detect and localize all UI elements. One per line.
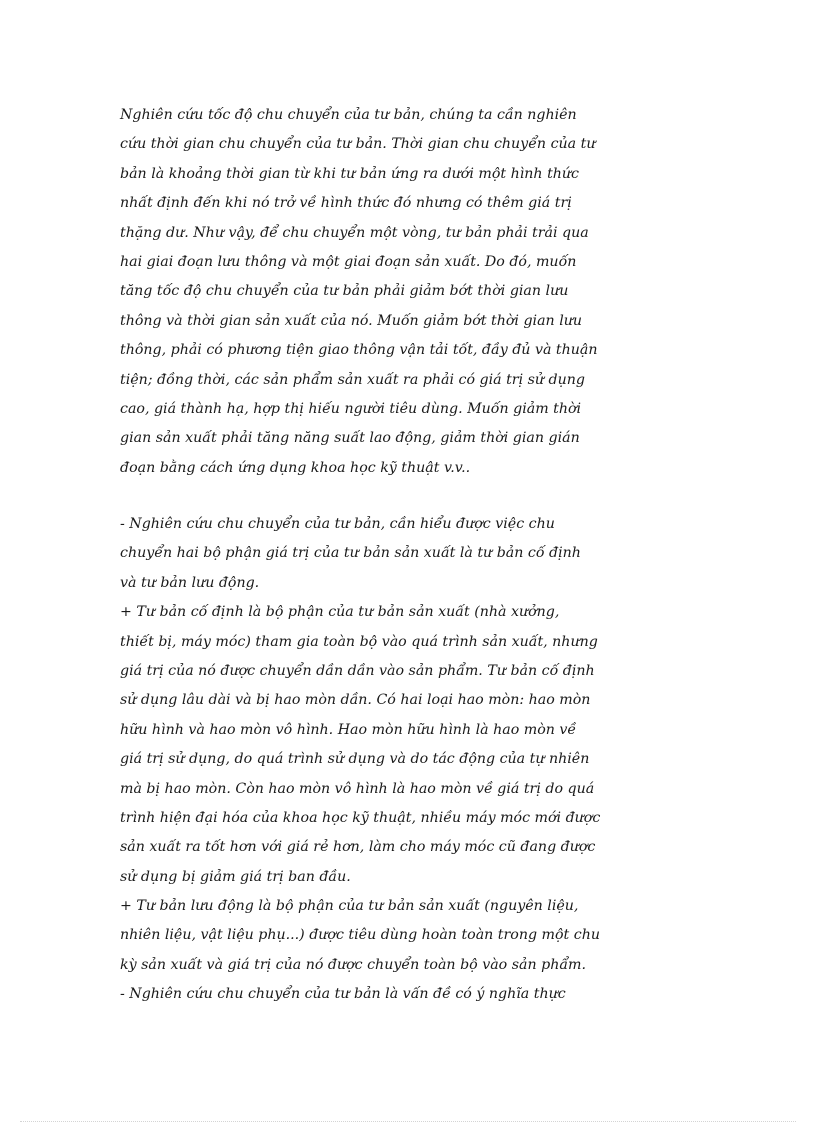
text-line: mà bị hao mòn. Còn hao mòn vô hình là hao mòn về giá trị do quá: [120, 780, 595, 797]
text-line: thặng dư. Như vậy, để chu chuyển một vòng, tư bản phải trải qua: [120, 224, 589, 241]
text-line: Nghiên cứu tốc độ chu chuyển của tư bản, chúng ta cần nghiên: [120, 107, 577, 123]
text-line: tiện; đồng thời, các sản phẩm sản xuất ra phải có giá trị sử dụng: [120, 371, 586, 388]
text-line: thông, phải có phương tiện giao thông vận tải tốt, đầy đủ và thuận: [120, 342, 598, 359]
text-line: + Tư bản cố định là bộ phận của tư bản sản xuất (nhà xưởng,: [120, 604, 560, 621]
paragraph-turnover-speed: [120, 101, 598, 483]
text-line: kỳ sản xuất và giá trị của nó được chuyển toàn bộ vào sản phẩm.: [120, 956, 586, 973]
text-line: sử dụng bị giảm giá trị ban đầu.: [120, 868, 351, 885]
text-line: - Nghiên cứu chu chuyển của tư bản là vấn đề có ý nghĩa thực: [120, 986, 566, 1003]
text-line: bản là khoảng thời gian từ khi tư bản ứng ra dưới một hình thức: [120, 165, 579, 182]
text-line: thông và thời gian sản xuất của nó. Muốn giảm bớt thời gian lưu: [120, 312, 583, 329]
text-line: - Nghiên cứu chu chuyển của tư bản, cần hiểu được việc chu: [120, 516, 555, 532]
page-bottom-divider: [20, 1121, 796, 1122]
text-line: tăng tốc độ chu chuyển của tư bản phải giảm bớt thời gian lưu: [120, 283, 569, 300]
text-line: chuyển hai bộ phận giá trị của tư bản sản xuất là tư bản cố định: [120, 545, 581, 562]
text-line: sản xuất ra tốt hơn với giá rẻ hơn, làm cho máy móc cũ đang được: [120, 839, 596, 856]
paragraph-fixed-circulating-capital: [120, 510, 601, 1010]
text-line: trình hiện đại hóa của khoa học kỹ thuật, nhiều máy móc mới được: [120, 809, 601, 826]
text-line: cứu thời gian chu chuyển của tư bản. Thời gian chu chuyển của tư: [120, 136, 596, 153]
text-line: hữu hình và hao mòn vô hình. Hao mòn hữu hình là hao mòn về: [120, 721, 577, 738]
text-line: sử dụng lâu dài và bị hao mòn dần. Có hai loại hao mòn: hao mòn: [120, 692, 591, 709]
text-line: giá trị của nó được chuyển dần dần vào sản phẩm. Tư bản cố định: [120, 662, 595, 679]
text-line: nhiên liệu, vật liệu phụ...) được tiêu dùng hoàn toàn trong một chu: [120, 927, 600, 944]
text-line: cao, giá thành hạ, hợp thị hiếu người tiêu dùng. Muốn giảm thời: [120, 400, 582, 417]
text-line: giá trị sử dụng, do quá trình sử dụng và do tác động của tự nhiên: [120, 751, 590, 768]
text-line: + Tư bản lưu động là bộ phận của tư bản sản xuất (nguyên liệu,: [120, 898, 579, 915]
text-line: đoạn bằng cách ứng dụng khoa học kỹ thuật v.v..: [120, 459, 471, 476]
text-line: thiết bị, máy móc) tham gia toàn bộ vào quá trình sản xuất, nhưng: [120, 633, 598, 650]
text-line: và tư bản lưu động.: [120, 574, 260, 591]
text-line: hai giai đoạn lưu thông và một giai đoạn sản xuất. Do đó, muốn: [120, 253, 577, 270]
text-line: nhất định đến khi nó trở về hình thức đó nhưng có thêm giá trị: [120, 195, 572, 212]
text-line: gian sản xuất phải tăng năng suất lao động, giảm thời gian gián: [120, 430, 580, 447]
